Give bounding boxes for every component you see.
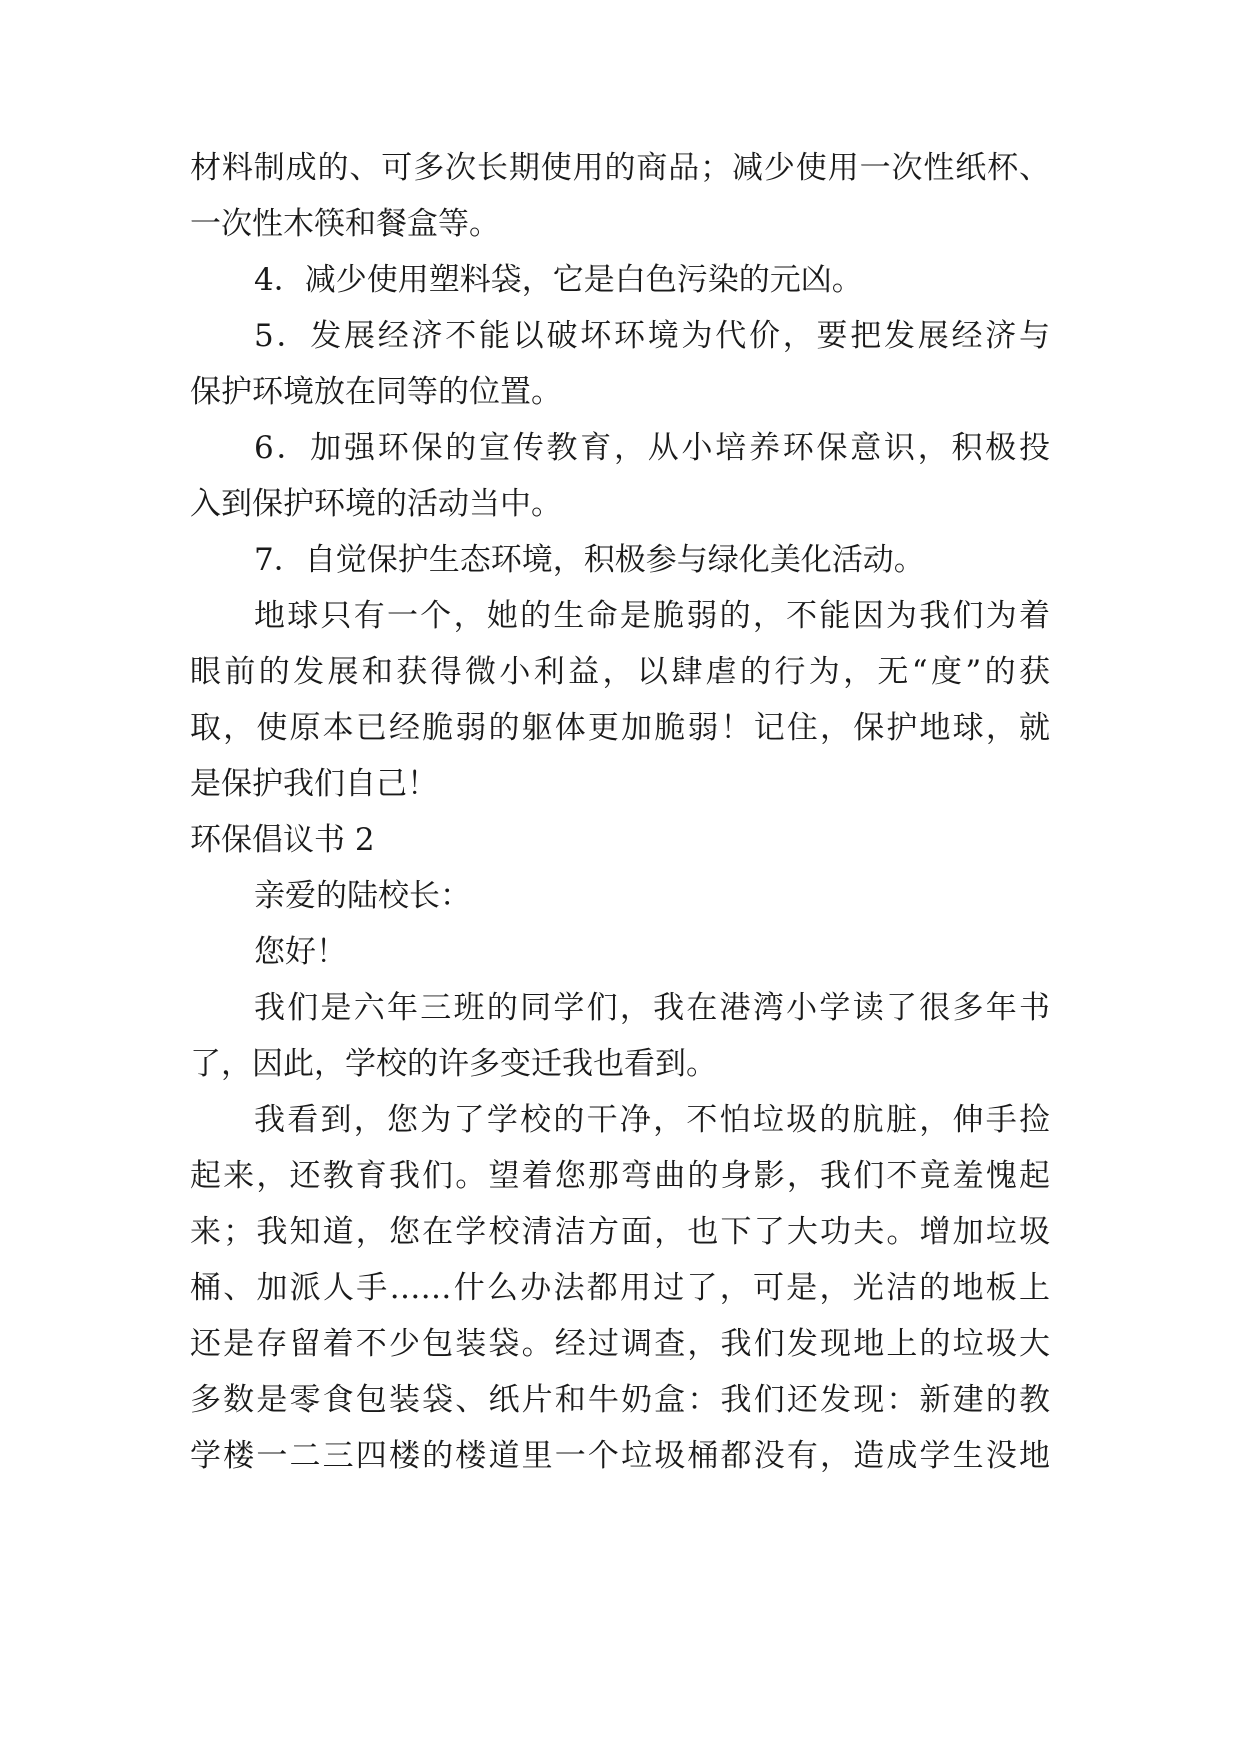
text-line: 7．自觉保护生态环境，积极参与绿化美化活动。 — [254, 542, 925, 578]
text-line: 一次性木筷和餐盒等。 — [190, 206, 500, 242]
text-line: 材料制成的、可多次长期使用的商品；减少使用一次性纸杯、 — [190, 150, 1050, 186]
text-line: 保护环境放在同等的位置。 — [190, 374, 562, 410]
text-line: 入到保护环境的活动当中。 — [190, 486, 562, 522]
text-line: 是保护我们自己！ — [190, 766, 438, 802]
section-heading: 环保倡议书 2 — [190, 822, 375, 858]
greeting: 您好！ — [254, 934, 347, 970]
text-line: 4．减少使用塑料袋，它是白色污染的元凶。 — [254, 262, 863, 298]
text-line: 多数是零食包装袋、纸片和牛奶盒：我们还发现：新建的教 — [190, 1382, 1050, 1418]
text-line: 我们是六年三班的同学们，我在港湾小学读了很多年书 — [254, 990, 1050, 1026]
text-line: 学楼一二三四楼的楼道里一个垃圾桶都没有，造成学生没地 — [190, 1438, 1050, 1474]
salutation: 亲爱的陆校长： — [254, 878, 471, 914]
text-line: 取，使原本已经脆弱的躯体更加脆弱！记住，保护地球，就 — [190, 710, 1050, 746]
text-line: 还是存留着不少包装袋。经过调查，我们发现地上的垃圾大 — [190, 1326, 1050, 1362]
text-line: 起来，还教育我们。望着您那弯曲的身影，我们不竟羞愧起 — [190, 1158, 1050, 1194]
text-line: 我看到，您为了学校的干净，不怕垃圾的肮脏，伸手捡 — [254, 1102, 1050, 1138]
text-line: 来；我知道，您在学校清洁方面，也下了大功夫。增加垃圾 — [190, 1214, 1050, 1250]
text-line: 地球只有一个，她的生命是脆弱的，不能因为我们为着 — [254, 598, 1050, 634]
text-line: 6．加强环保的宣传教育，从小培养环保意识，积极投 — [254, 430, 1050, 466]
text-line: 了，因此，学校的许多变迁我也看到。 — [190, 1046, 717, 1082]
text-line: 5．发展经济不能以破坏环境为代价，要把发展经济与 — [254, 318, 1050, 354]
text-line: 眼前的发展和获得微小利益，以肆虐的行为，无“度”的获 — [190, 654, 1050, 690]
text-line: 桶、加派人手……什么办法都用过了，可是，光洁的地板上 — [190, 1270, 1050, 1306]
